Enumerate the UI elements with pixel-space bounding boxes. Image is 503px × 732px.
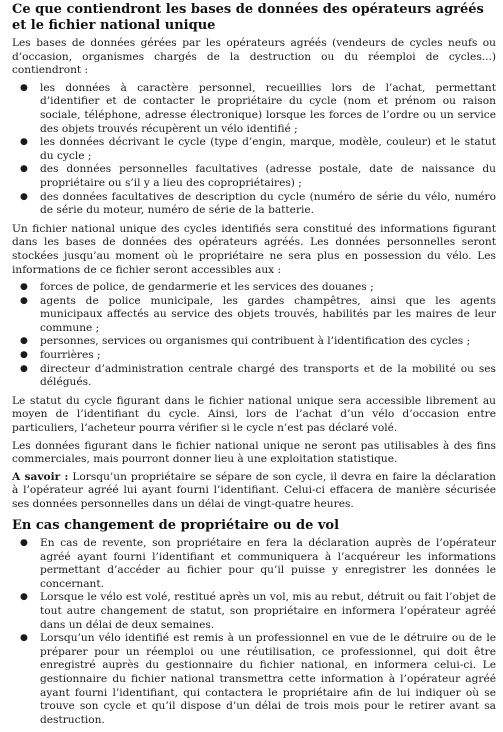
- list-item: ● des données facultatives de description du cycle (numéro de série du vélo, numéro de série du moteur, numéro de série de la batterie.: [20, 190, 496, 217]
- section-title-databases: Ce que contiendront les bases de données des opérateurs agréés et le fichier national unique: [12, 2, 484, 33]
- national-file-paragraph: Un fichier national unique des cycles identifiés sera constitué des informations figurant dans les bases de données des opérateurs agréés. Les données personnelles seront stockées jusqu’au moment où le propriétaire ne sera plus en possession du vélo. Les informations de ce fichier seront accessibles aux :: [12, 222, 496, 276]
- bullet-icon: ●: [20, 538, 28, 549]
- note-paragraph: [12, 471, 496, 512]
- change-owner-list: [12, 537, 496, 727]
- list-item: ● les données à caractère personnel, recueillies lors de l’achat, permettant d’identifier et de contacter le propriétaire du cycle (nom et prénom ou raison sociale, téléphone, adresse électronique) lorsque les forces de l’ordre ou un service des objets trouvés récupèrent un vélo identifié ;: [20, 81, 496, 135]
- list-item: ● Lorsqu’un vélo identifié est remis à un professionnel en vue de le détruire ou de le préparer pour un réemploi ou une réutilisation, ce professionnel, qui doit être enregistré auprès du gestionnaire du fichier national, en informera celui-ci. Le gestionnaire du fichier national transmettra cette information à l’opérateur agréé ayant fourni l’identifiant, qui contactera le propriétaire afin de lui indiquer où se trouve son cycle et qu’il dispose d’un délai de trois mois pour le retirer avant sa destruction.: [20, 632, 496, 726]
- list-item: ● fourrières ;: [20, 349, 101, 362]
- bullet-icon: ●: [20, 137, 28, 148]
- list-item: ● personnes, services ou organismes qui contribuent à l’identification des cycles ;: [20, 335, 471, 348]
- list-item: ● forces de police, de gendarmerie et les services des douanes ;: [20, 281, 374, 294]
- status-paragraph: Le statut du cycle figurant dans le fichier national unique sera accessible librement au moyen de l’identifiant du cycle. Ainsi, lors de l’achat d’un vélo d’occasion entre particuliers, l’acheteur pourra vérifier si le cycle n’est pas déclaré volé.: [12, 394, 496, 435]
- access-list: [12, 281, 496, 390]
- list-item: ● les données décrivant le cycle (type d’engin, marque, modèle, couleur) et le statut du cycle ;: [20, 136, 496, 162]
- intro-paragraph: Les bases de données gérées par les opérateurs agréés (vendeurs de cycles neufs ou d’occasion, organismes chargés de la destruction ou du réemploi de cycles...) contiendront :: [12, 37, 496, 77]
- bullet-icon: ●: [20, 363, 28, 374]
- note-label: A savoir :: [12, 470, 69, 483]
- bullet-icon: ●: [20, 82, 28, 93]
- statistics-paragraph: Les données figurant dans le fichier national unique ne seront pas utilisables à des fins commerciales, mais pourront donner lieu à une exploitation statistique.: [12, 439, 496, 466]
- list-item: ● Lorsque le vélo est volé, restitué après un vol, mis au rebut, détruit ou fait l’objet de tout autre changement de statut, son propriétaire en informera l’opérateur agréé dans un délai de deux semaines.: [20, 591, 496, 631]
- bullet-icon: ●: [20, 633, 28, 644]
- bullet-icon: ●: [20, 336, 28, 347]
- database-contents-list: [12, 82, 496, 218]
- bullet-icon: ●: [20, 295, 28, 306]
- bullet-icon: ●: [20, 282, 28, 293]
- bullet-icon: ●: [20, 350, 28, 361]
- section-title-change-owner: En cas changement de propriétaire ou de vol: [12, 517, 340, 533]
- bullet-icon: ●: [20, 592, 28, 603]
- list-item: ● En cas de revente, son propriétaire en fera la déclaration auprès de l’opérateur agréé ayant fourni l’identifiant et communiquera à l’acquéreur les informations permettant d’accéder au fichier pour qu’il puisse y enregistrer les données le concernant.: [20, 537, 496, 590]
- list-item: ● agents de police municipale, les gardes champêtres, ainsi que les agents municipaux affectés au service des objets trouvés, habilités par les maires de leur commune ;: [20, 294, 496, 334]
- bullet-icon: ●: [20, 191, 28, 202]
- note-text: Lorsqu’un propriétaire se sépare de son cycle, il devra en faire la déclaration à l’opérateur agréé lui ayant fourni l’identifiant. Celui-ci effacera de manière sécurisée ses données personnelles dans un délai de vingt-quatre heures.: [12, 470, 496, 510]
- list-item: ● des données personnelles facultatives (adresse postale, date de naissance du propriétaire ou s’il y a lieu des copropriétaires) ;: [20, 163, 496, 189]
- bullet-icon: ●: [20, 164, 28, 175]
- list-item: ● directeur d’administration centrale chargé des transports et de la mobilité ou ses délégués.: [20, 362, 496, 389]
